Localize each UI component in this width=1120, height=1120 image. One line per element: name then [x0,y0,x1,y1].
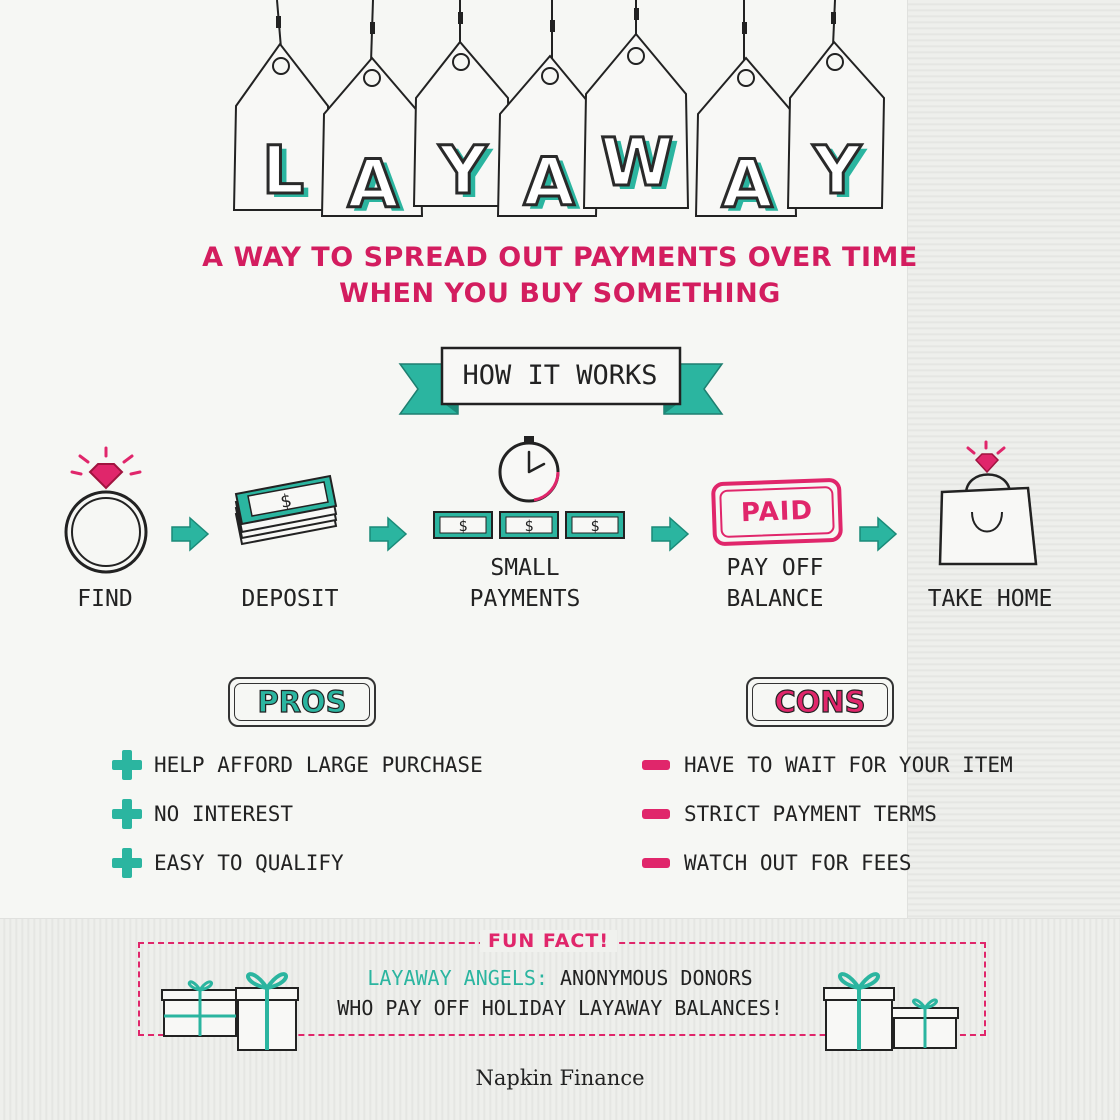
tag-letter: W [600,124,674,201]
step-pay-off-label-2: BALANCE [726,586,824,612]
arrow-right-icon [858,516,898,552]
fun-fact-line-1-rest: ANONYMOUS DONORS [547,966,753,990]
tag-letter: A [721,146,773,223]
arrow-right-icon [170,516,210,552]
cons-item-text: WATCH OUT FOR FEES [684,851,912,875]
fun-fact-line-1 [300,966,820,990]
pros-item-text: HELP AFFORD LARGE PURCHASE [154,753,483,777]
step-pay-off-label-1: PAY OFF [726,555,824,581]
subtitle-line-1: A WAY TO SPREAD OUT PAYMENTS OVER TIME [202,242,918,273]
tag-letter: A [347,146,399,223]
dollar-bill-icon [566,512,624,538]
pros-item [112,750,483,780]
gift-icon [822,960,962,1054]
cash-stack-icon [232,466,342,550]
paid-stamp-icon [711,478,843,546]
stamp-inner-border [719,486,835,538]
dollar-bill-icon [434,512,492,538]
minus-icon [642,760,670,770]
cons-item-text: STRICT PAYMENT TERMS [684,802,937,826]
tag-letter: Y [813,132,861,209]
pros-item [112,799,293,829]
dollar-sign: $ [590,517,600,535]
pros-title: PROS [257,685,347,719]
arrow-right-icon [650,516,690,552]
cons-item [642,750,1013,780]
ring-icon [56,446,156,576]
cons-badge [746,677,894,727]
dollar-bill-icon [500,512,558,538]
minus-icon [642,809,670,819]
plus-icon [112,848,142,878]
tag-letter: Y [439,132,487,209]
plus-icon [112,799,142,829]
paid-stamp-text: PAID [740,495,814,529]
step-take-home-label: TAKE HOME [927,586,1053,612]
pros-item-text: NO INTEREST [154,802,294,826]
arrow-right-icon [368,516,408,552]
pros-item [112,848,344,878]
minus-icon [642,858,670,868]
dollar-sign: $ [458,517,468,535]
cons-title: CONS [774,685,866,719]
fun-fact-highlight: LAYAWAY ANGELS: [367,966,548,990]
step-small-payments-label-1: SMALL [490,555,560,581]
brand-name: Napkin Finance [475,1066,645,1090]
pros-badge [228,677,376,727]
fun-fact-line-2: WHO PAY OFF HOLIDAY LAYAWAY BALANCES! [337,996,783,1020]
tag-letter: A [523,144,575,221]
fun-fact-title: FUN FACT! [480,930,617,952]
cons-item [642,848,912,878]
tag-letter-y2 [782,36,892,256]
clock-icon [494,434,566,506]
cons-item [642,799,937,829]
tag-letter: L [261,132,305,209]
dollar-sign: $ [278,490,294,513]
plus-icon [112,750,142,780]
cons-item-text: HAVE TO WAIT FOR YOUR ITEM [684,753,1013,777]
dollar-sign: $ [524,517,534,535]
shopping-bag-icon [932,440,1042,570]
pros-item-text: EASY TO QUALIFY [154,851,344,875]
subtitle-line-2: WHEN YOU BUY SOMETHING [339,278,781,309]
step-find-label: FIND [77,586,133,612]
dollar-bills-row [432,510,628,540]
step-small-payments-label-2: PAYMENTS [469,586,581,612]
how-it-works-label: HOW IT WORKS [462,359,658,391]
step-deposit-label: DEPOSIT [241,586,339,612]
tag-letter-w [582,28,692,248]
gift-icon [160,960,300,1054]
